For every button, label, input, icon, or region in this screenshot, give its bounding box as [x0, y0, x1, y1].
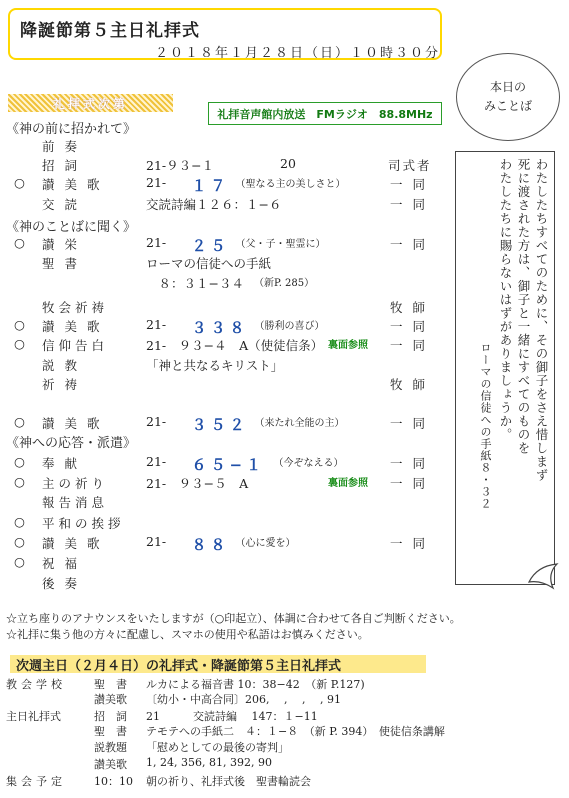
order-of-service-label: 礼拝式次第 [8, 94, 173, 112]
item-name: 聖書 [42, 256, 88, 271]
item-leader: 一同 [390, 476, 436, 491]
item-name: 奉献 [42, 456, 88, 471]
item-name: 祝福 [42, 556, 88, 571]
item-name: 祈祷 [42, 377, 88, 392]
order-row [0, 414, 440, 434]
order-row [0, 493, 440, 513]
hymn-number: １７ [191, 177, 230, 195]
order-row [0, 195, 440, 215]
order-row [0, 156, 440, 176]
next-field-1: 聖 書 [94, 678, 127, 691]
item-name: 讃栄 [42, 237, 88, 252]
standing-mark: ○ [14, 336, 25, 351]
next-field-4: 聖 書 [94, 725, 127, 738]
standing-mark: ○ [14, 414, 25, 429]
service-datetime: ２０１８年１月２８日（日）１０時３０分 [155, 46, 441, 61]
order-row [0, 514, 440, 534]
next-field-5: 説教題 [94, 741, 127, 754]
item-leader: 一同 [390, 237, 436, 252]
order-row [0, 474, 440, 494]
standing-mark: ○ [14, 454, 25, 469]
item-leader: 一同 [390, 416, 436, 431]
section-heading-3: 《神への応答・派遣》 [6, 436, 137, 451]
item-leader: 一同 [390, 177, 436, 192]
item-note: （勝利の喜び） [254, 321, 325, 332]
item-leader: 司式者 [388, 158, 432, 173]
item-leader: 一同 [390, 536, 436, 551]
next-field-2: 讃美歌 [94, 693, 127, 706]
next-value-4: テモテへの手紙二 ４：１−８ （新 P. 394） 使徒信条講解 [146, 725, 445, 738]
see-reverse-note: 裏面参照 [328, 340, 368, 351]
item-reference: 21- [146, 454, 167, 469]
order-row [0, 317, 440, 337]
item-name: 報告消息 [42, 495, 109, 510]
next-label-school: 教会学校 [6, 678, 66, 691]
order-row [0, 454, 440, 474]
item-reference: 21-９３−１ [146, 158, 215, 173]
next-field-7: 10：10 [94, 775, 133, 788]
todays-word-line1: 本日の [489, 80, 526, 94]
scripture-scroll [455, 151, 555, 585]
call-number: 20 [280, 156, 296, 171]
item-reference: 21- [146, 317, 167, 332]
item-reference: ８：３１−３４ [146, 276, 244, 291]
next-label-meetings: 集会予定 [6, 775, 66, 788]
item-name: 平和の挨拶 [42, 516, 125, 531]
next-value-1: ルカによる福音書 10：38−42 （新 P.127) [146, 678, 365, 691]
item-reference: 「神と共なるキリスト」 [146, 358, 284, 373]
item-note: （来たれ全能の主） [254, 418, 345, 429]
item-name: 信仰告白 [42, 338, 109, 353]
item-note: （心に愛を） [235, 538, 296, 549]
next-label-service: 主日礼拝式 [6, 710, 61, 723]
item-leader: 牧師 [390, 300, 436, 315]
item-leader: 一同 [390, 319, 436, 334]
item-reference: 21- ９３−５ A [146, 476, 249, 491]
item-name: 讃美歌 [42, 319, 110, 334]
hymn-number: ６５−１ [191, 456, 266, 474]
scripture-reference: ローマの信徒への手紙８・３２ [479, 342, 492, 510]
todays-word-circle [456, 53, 560, 141]
item-note: （新P. 285） [254, 278, 315, 289]
next-field-3: 招 詞 [94, 710, 127, 723]
item-reference: 交読詩編１２６：１−６ [146, 197, 282, 212]
item-reference: 21- [146, 235, 167, 250]
order-row [0, 375, 440, 395]
item-note: （父・子・聖霊に） [235, 239, 326, 250]
standing-mark: ○ [14, 474, 25, 489]
scroll-curl-icon [527, 560, 561, 590]
scripture-col-2: 死に渡された方は、御子と一緒にすべてのものを [516, 158, 531, 455]
next-value-7: 朝の祈り、礼拝式後 聖書輪読会 [146, 775, 311, 788]
order-row [0, 574, 440, 594]
item-reference: 21- [146, 534, 167, 549]
item-reference: 21- [146, 414, 167, 429]
next-value-3: 21 交読詩編 147：１−11 [146, 710, 318, 723]
item-leader: 一同 [390, 456, 436, 471]
service-title: 降誕節第５主日礼拝式 [20, 21, 200, 41]
todays-word-line2: みことば [483, 99, 532, 113]
item-leader: 一同 [390, 197, 436, 212]
standing-mark: ○ [14, 235, 25, 250]
scripture-col-1: わたしたちすべてのために、その御子をさえ惜しまず [534, 158, 549, 482]
section-heading-2: 《神のことばに聞く》 [6, 220, 137, 235]
item-name: 前奏 [42, 139, 88, 154]
item-reference: ローマの信徒への手紙 [146, 256, 272, 271]
standing-mark: ○ [14, 317, 25, 332]
order-row [0, 336, 440, 356]
item-note: （聖なる主の美しさと） [235, 179, 346, 190]
order-row [0, 274, 440, 294]
order-row [0, 175, 440, 195]
item-name: 後奏 [42, 576, 88, 591]
next-week-banner: 次週主日（２月４日）の礼拝式・降誕節第５主日礼拝式 [10, 655, 426, 673]
item-note: （今ぞなえる） [273, 458, 344, 469]
note-standing: ☆立ち座りのアナウンスをいたしますが（○印起立）、体調に合わせて各自ご判断ください。 [6, 612, 461, 625]
order-row [0, 534, 440, 554]
standing-mark: ○ [14, 554, 25, 569]
radio-broadcast-box: 礼拝音声館内放送 FMラジオ 88.8MHz [208, 102, 442, 125]
item-name: 招詞 [42, 158, 88, 173]
hymn-number: ８８ [191, 536, 230, 554]
standing-mark: ○ [14, 514, 25, 529]
item-name: 讃美歌 [42, 416, 110, 431]
next-field-6: 讃美歌 [94, 758, 127, 771]
see-reverse-note: 裏面参照 [328, 478, 368, 489]
order-row [0, 554, 440, 574]
next-value-6: 1, 24, 356, 81, 392, 90 [146, 756, 272, 769]
hymn-number: ３３８ [191, 319, 249, 337]
item-leader: 一同 [390, 338, 436, 353]
item-name: 牧会祈祷 [42, 300, 109, 315]
notes [6, 611, 461, 643]
item-name: 主の祈り [42, 476, 109, 491]
item-name: 讃美歌 [42, 536, 110, 551]
hymn-number: ３５２ [191, 416, 249, 434]
standing-mark: ○ [14, 534, 25, 549]
item-name: 讃美歌 [42, 177, 110, 192]
standing-mark: ○ [14, 175, 25, 190]
item-reference: 21- [146, 175, 167, 190]
hymn-number: ２５ [191, 237, 230, 255]
next-value-2: 〔幼小・中高合同〕206, , , , 91 [146, 693, 341, 706]
item-name: 交読 [42, 197, 88, 212]
item-leader: 牧師 [390, 377, 436, 392]
item-name: 説教 [42, 358, 88, 373]
item-reference: 21- ９３−４ A（使徒信条） [146, 338, 324, 353]
order-row [0, 298, 440, 318]
order-row [0, 356, 440, 376]
order-row [0, 254, 440, 274]
scripture-col-3: わたしたちに賜らないはずがありましょうか。 [498, 158, 513, 442]
note-phones: ☆礼拝に集う他の方々に配慮し、スマホの使用や私語はお慎みください。 [6, 628, 369, 641]
next-value-5: 「慰めとしての最後の寄判」 [146, 741, 289, 754]
order-row [0, 137, 440, 157]
section-heading-1: 《神の前に招かれて》 [6, 122, 137, 137]
order-row [0, 235, 440, 255]
